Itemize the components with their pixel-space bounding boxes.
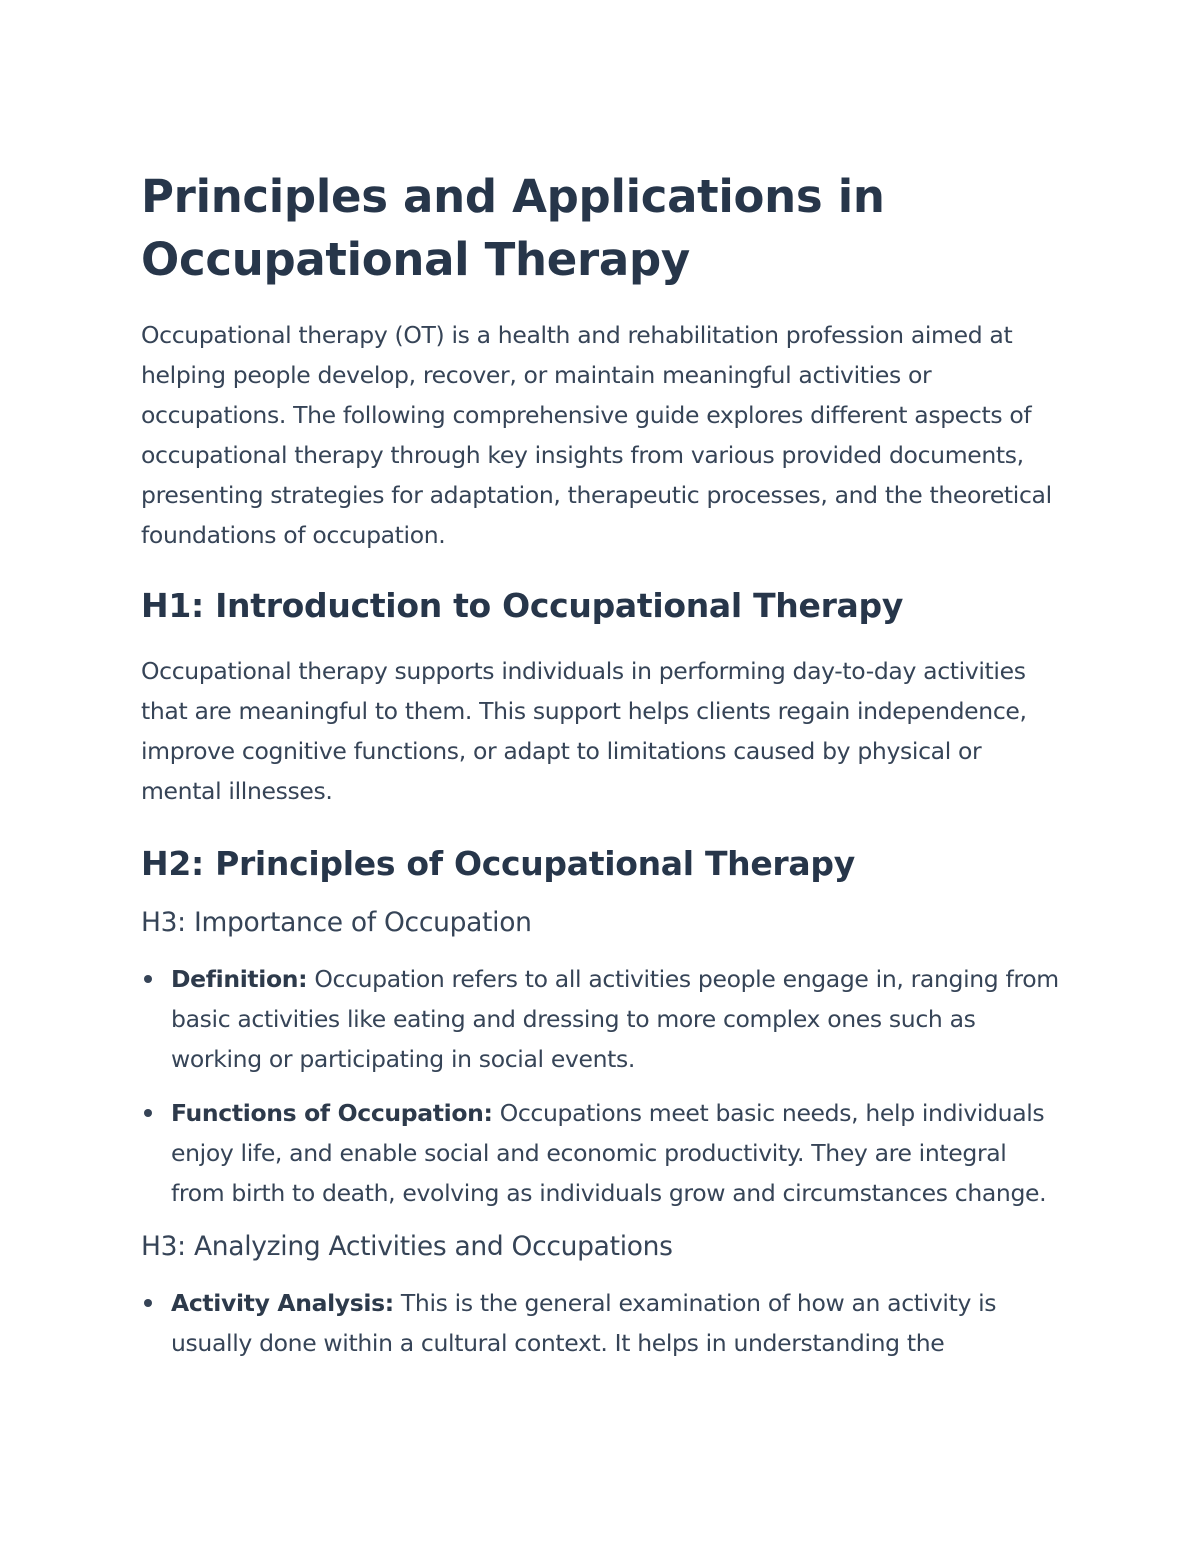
bullet-text: Occupations meet basic needs, help individuals enjoy life, and enable social and economic productivity. They are integral from birth to death, evolving as individuals grow and circumstances change.	[171, 1099, 1047, 1207]
section-heading-introduction: H1: Introduction to Occupational Therapy	[141, 586, 904, 625]
introduction-paragraph: Occupational therapy supports individuals in performing day-to-day activities that are meaningful to them. This support helps clients regain independence, improve cognitive functions, or adapt to limitations caused by physical or mental illnesses.	[141, 657, 1027, 805]
list-item	[141, 1093, 1061, 1213]
bullet-icon	[144, 1109, 152, 1117]
bullet-term: Functions of Occupation:	[171, 1099, 493, 1127]
analyzing-bullet-list	[141, 1283, 1061, 1363]
section-heading-principles: H2: Principles of Occupational Therapy	[141, 844, 855, 883]
document-page	[141, 165, 1061, 1377]
subsection-heading-importance: H3: Importance of Occupation	[141, 907, 532, 938]
bullet-term: Activity Analysis:	[171, 1289, 394, 1317]
list-item	[141, 1283, 1061, 1363]
bullet-text: This is the general examination of how an activity is usually done within a cultural context. It helps in understanding the	[171, 1289, 997, 1357]
document-title: Principles and Applications in Occupational Therapy	[141, 170, 885, 286]
list-item	[141, 959, 1061, 1079]
bullet-term: Definition:	[171, 965, 308, 993]
bullet-icon	[144, 975, 152, 983]
intro-paragraph: Occupational therapy (OT) is a health and rehabilitation profession aimed at helping people develop, recover, or maintain meaningful activities or occupations. The following comprehensive guide explores different aspects of occupational therapy through key insights from various provided documents, presenting strategies for adaptation, therapeutic processes, and the theoretical foundations of occupation.	[141, 321, 1052, 549]
subsection-heading-analyzing: H3: Analyzing Activities and Occupations	[141, 1231, 673, 1262]
bullet-text: Occupation refers to all activities people engage in, ranging from basic activities like eating and dressing to more complex ones such as working or participating in social events.	[171, 965, 1059, 1073]
importance-bullet-list	[141, 959, 1061, 1213]
bullet-icon	[144, 1299, 152, 1307]
